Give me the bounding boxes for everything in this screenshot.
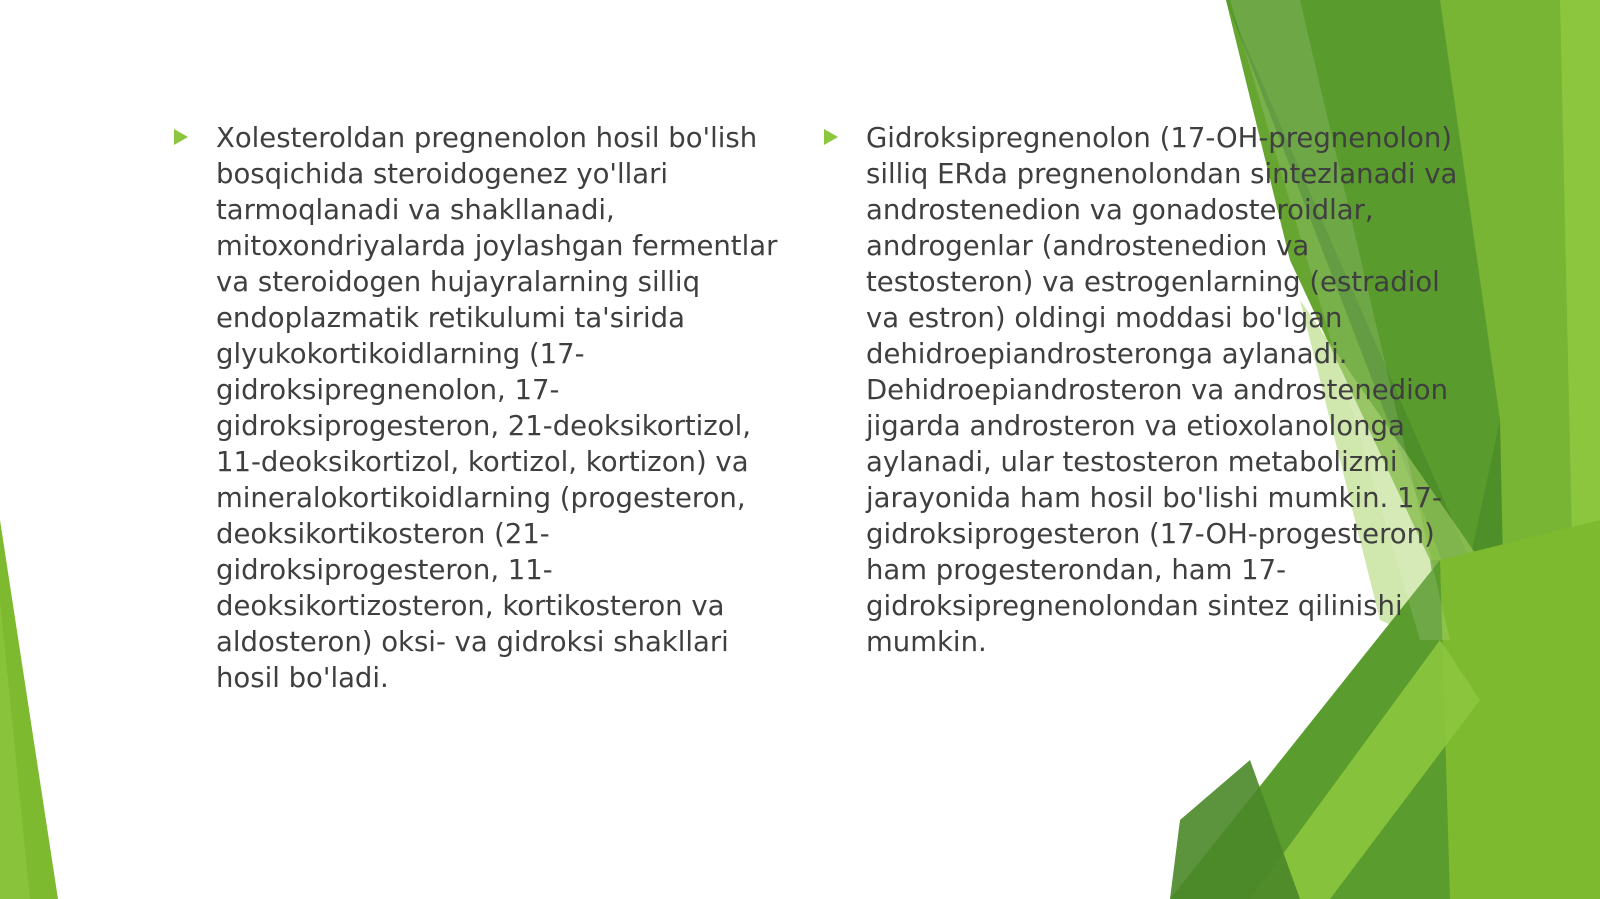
bullet-text: Xolesteroldan pregnenolon hosil bo'lish bosqichida steroidogenez yo'llari tarmoqlanadi va shakllanadi, mitoxondriyalarda joylashgan fermentlar va steroidogen hujayralarning silliq endoplazmatik retikulumi ta'sirida glyukokortikoidlarning (17-gidroksipregnenolon, 17-gidroksiprogesteron, 21-deoksikortizol, 11-deoksikortizol, kortizol, kortizon) va mineralokortikoidlarning (progesteron, deoksikortikosteron (21-gidroksiprogesteron, 11-deoksikortizosteron, kortikosteron va aldosteron) oksi- va gidroksi shakllari hosil bo'ladi.	[216, 122, 778, 694]
right-text-column	[818, 120, 1478, 660]
left-text-column	[168, 120, 780, 696]
bullet-item	[168, 120, 780, 696]
triangle-bullet-icon	[174, 129, 188, 145]
bullet-item	[818, 120, 1478, 660]
bullet-text: Gidroksipregnenolon (17-OH-pregnenolon) silliq ERda pregnenolondan sintezlanadi va androstenedion va gonadosteroidlar, androgenlar (androstenedion va testosteron) va estrogenlarning (estradiol va estron) oldingi moddasi bo'lgan dehidroepiandrosteronga aylanadi. Dehidroepiandrosteron va androstenedion jigarda androsteron va etioxolanolonga aylanadi, ular testosteron metabolizmi jarayonida ham hosil bo'lishi mumkin. 17-gidroksiprogesteron (17-OH-progesteron) ham progesterondan, ham 17-gidroksipregnenolondan sintez qilinishi mumkin.	[866, 122, 1458, 658]
triangle-bullet-icon	[824, 129, 838, 145]
